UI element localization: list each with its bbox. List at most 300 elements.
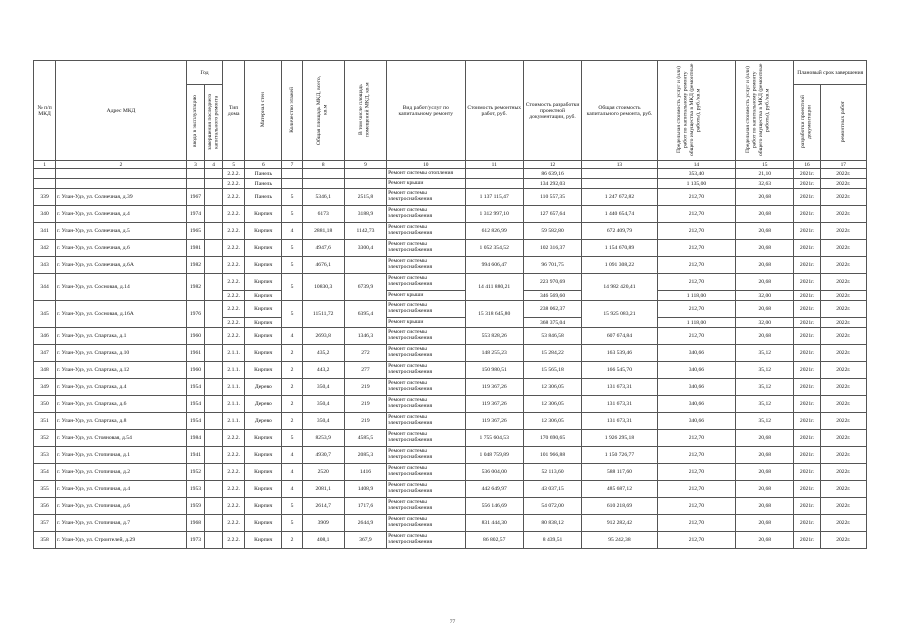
house-type-cell: 2.2.2. (223, 447, 245, 464)
row-num-cell: 344 (34, 274, 56, 301)
wall-cell: Дерево (245, 413, 282, 430)
year-built-cell: 1941 (186, 447, 204, 464)
limit-design-cell: 340,66 (657, 396, 735, 413)
year-built-cell: 1968 (186, 515, 204, 532)
year-built-cell: 1954 (186, 379, 204, 396)
wall-cell: Дерево (245, 379, 282, 396)
floors-cell: 4 (282, 481, 302, 498)
year-built-cell: 1959 (186, 498, 204, 515)
area-cell: 4930,7 (302, 447, 344, 464)
column-number-row (34, 161, 867, 169)
empty-cell (465, 179, 523, 189)
living-area-cell: 6739,9 (344, 274, 386, 301)
work-cell: Ремонт системы электроснабжения (387, 257, 465, 274)
total-cost-cell: 607 674,84 (582, 328, 657, 345)
empty-cell (205, 481, 223, 498)
wall-cell: Кирпич (245, 515, 282, 532)
house-type-cell: 2.2.2. (223, 301, 245, 318)
limit-repair-cell: 32,63 (736, 179, 794, 189)
term-design-cell: 2021г. (794, 179, 820, 189)
address-cell: г. Улан-Удэ, ул. Солнечная, д.4 (56, 206, 187, 223)
row-num-cell: 343 (34, 257, 56, 274)
year-built-cell: 1961 (186, 345, 204, 362)
area-cell: 2693,8 (302, 328, 344, 345)
design-cost-cell: 12 306,05 (523, 396, 581, 413)
limit-design-cell: 340,66 (657, 345, 735, 362)
living-area-cell: 2515,8 (344, 189, 386, 206)
column-number: 4 (205, 161, 223, 169)
table-row (34, 481, 867, 498)
year-built-cell: 1952 (186, 464, 204, 481)
wall-cell: Кирпич (245, 206, 282, 223)
design-cost-cell: 368 375,04 (523, 318, 581, 328)
col-limit-repair-header: Предельная стоимость услуг и (или) работ по капитальному ремонту общего имущества в МКД (ремонтные работы), руб./кв.м (736, 61, 794, 161)
limit-design-cell: 212,70 (657, 240, 735, 257)
term-design-cell: 2021г. (794, 318, 820, 328)
wall-cell: Кирпич (245, 318, 282, 328)
term-repair-cell: 2022г. (820, 362, 866, 379)
work-cell: Ремонт системы электроснабжения (387, 464, 465, 481)
limit-repair-cell: 35,12 (736, 413, 794, 430)
total-cost-cell: 1 440 654,74 (582, 206, 657, 223)
table-row (34, 430, 867, 447)
empty-cell (205, 328, 223, 345)
house-type-cell: 2.2.2. (223, 169, 245, 179)
col-term-group-header: Плановый срок завершения (794, 61, 867, 85)
col-cost-design-header: Стоимость разработки проектной документации, руб. (523, 61, 581, 161)
term-repair-cell: 2022г. (820, 274, 866, 291)
area-cell: 5346,1 (302, 189, 344, 206)
work-cell: Ремонт системы электроснабжения (387, 189, 465, 206)
empty-cell (205, 301, 223, 328)
work-cell: Ремонт системы электроснабжения (387, 301, 465, 318)
term-repair-cell: 2022г. (820, 169, 866, 179)
table-row (34, 447, 867, 464)
column-number: 12 (523, 161, 581, 169)
living-area-cell: 2085,3 (344, 447, 386, 464)
work-cell: Ремонт системы электроснабжения (387, 328, 465, 345)
table-row (34, 345, 867, 362)
work-cell: Ремонт системы электроснабжения (387, 481, 465, 498)
col-floors-header: Количество этажей (282, 61, 302, 161)
address-cell: г. Улан-Удэ, ул. Спартака, д.6 (56, 396, 187, 413)
row-num-cell: 355 (34, 481, 56, 498)
limit-design-cell: 1 118,00 (657, 318, 735, 328)
house-type-cell: 2.2.2. (223, 498, 245, 515)
term-design-cell: 2021г. (794, 345, 820, 362)
repair-cost-cell: 86 802,57 (465, 532, 523, 549)
work-cell: Ремонт системы электроснабжения (387, 206, 465, 223)
design-cost-cell: 86 639,16 (523, 169, 581, 179)
empty-cell (205, 498, 223, 515)
design-cost-cell: 15 565,18 (523, 362, 581, 379)
term-design-cell: 2021г. (794, 189, 820, 206)
empty-cell (205, 345, 223, 362)
design-cost-cell: 15 284,22 (523, 345, 581, 362)
year-built-cell: 1984 (186, 430, 204, 447)
term-repair-cell: 2022г. (820, 481, 866, 498)
empty-cell (205, 379, 223, 396)
limit-design-cell: 212,70 (657, 189, 735, 206)
house-type-cell: 2.2.2. (223, 206, 245, 223)
wall-cell: Кирпич (245, 274, 282, 291)
limit-repair-cell: 32,00 (736, 291, 794, 301)
repair-cost-cell: 831 444,30 (465, 515, 523, 532)
design-cost-cell: 102 316,37 (523, 240, 581, 257)
wall-cell: Кирпич (245, 328, 282, 345)
term-design-cell: 2021г. (794, 515, 820, 532)
table-row (34, 257, 867, 274)
house-type-cell: 2.1.1. (223, 413, 245, 430)
design-cost-cell: 346 569,60 (523, 291, 581, 301)
term-design-cell: 2021г. (794, 481, 820, 498)
table-row (34, 515, 867, 532)
repair-cost-cell: 119 367,26 (465, 379, 523, 396)
limit-repair-cell: 20,68 (736, 481, 794, 498)
col-wall-header: Материал стен (245, 61, 282, 161)
row-num-cell: 353 (34, 447, 56, 464)
design-cost-cell: 80 838,12 (523, 515, 581, 532)
row-num-cell: 340 (34, 206, 56, 223)
area-cell: 350,4 (302, 379, 344, 396)
term-repair-cell: 2022г. (820, 291, 866, 301)
repair-cost-cell: 15 318 645,80 (465, 301, 523, 328)
house-type-cell: 2.2.2. (223, 532, 245, 549)
limit-design-cell: 212,70 (657, 532, 735, 549)
floors-cell: 4 (282, 464, 302, 481)
empty-cell (282, 179, 302, 189)
house-type-cell: 2.2.2. (223, 189, 245, 206)
area-cell: 4676,1 (302, 257, 344, 274)
year-built-cell: 1960 (186, 362, 204, 379)
row-num-cell: 349 (34, 379, 56, 396)
table-row (34, 240, 867, 257)
limit-design-cell: 212,70 (657, 301, 735, 318)
house-type-cell: 2.1.1. (223, 396, 245, 413)
wall-cell: Кирпич (245, 430, 282, 447)
limit-repair-cell: 20,68 (736, 189, 794, 206)
repair-cost-cell: 1 312 997,10 (465, 206, 523, 223)
floors-cell: 2 (282, 532, 302, 549)
floors-cell: 5 (282, 430, 302, 447)
address-cell: г. Улан-Удэ, ул. Спартака, д.4 (56, 379, 187, 396)
col-living-header: В том числе площадь помещений МКД, кв.м (344, 61, 386, 161)
term-repair-cell: 2022г. (820, 206, 866, 223)
empty-cell (205, 362, 223, 379)
address-cell: г. Улан-Удэ, ул. Стопичная, д.2 (56, 464, 187, 481)
work-cell: Ремонт системы электроснабжения (387, 379, 465, 396)
floors-cell: 5 (282, 189, 302, 206)
limit-repair-cell: 21,10 (736, 169, 794, 179)
column-number: 2 (56, 161, 187, 169)
total-cost-cell: 166 545,70 (582, 362, 657, 379)
limit-repair-cell: 20,68 (736, 240, 794, 257)
living-area-cell: 6395,4 (344, 301, 386, 328)
term-design-cell: 2021г. (794, 206, 820, 223)
repair-cost-cell: 1 048 759,89 (465, 447, 523, 464)
term-design-cell: 2021г. (794, 498, 820, 515)
year-built-cell: 1960 (186, 328, 204, 345)
total-cost-cell: 14 982 420,41 (582, 274, 657, 301)
wall-cell: Кирпич (245, 291, 282, 301)
total-cost-cell: 1 150 726,77 (582, 447, 657, 464)
empty-cell (205, 169, 223, 179)
area-cell: 3909 (302, 515, 344, 532)
total-cost-cell: 610 218,69 (582, 498, 657, 515)
floors-cell: 2 (282, 413, 302, 430)
document-table-wrapper (33, 60, 867, 549)
empty-cell (582, 169, 657, 179)
house-type-cell: 2.1.1. (223, 345, 245, 362)
row-num-cell: 354 (34, 464, 56, 481)
limit-design-cell: 212,70 (657, 206, 735, 223)
term-repair-cell: 2022г. (820, 464, 866, 481)
term-design-cell: 2021г. (794, 301, 820, 318)
design-cost-cell: 8 439,51 (523, 532, 581, 549)
limit-design-cell: 212,70 (657, 515, 735, 532)
repair-cost-cell: 1 755 604,53 (465, 430, 523, 447)
work-cell: Ремонт системы электроснабжения (387, 223, 465, 240)
col-year-repair-header: завершения последнего капитального ремонта (205, 85, 223, 161)
address-cell: г. Улан-Удэ, ул. Солнечная, д.5 (56, 223, 187, 240)
living-area-cell: 219 (344, 413, 386, 430)
design-cost-cell: 134 292,03 (523, 179, 581, 189)
year-built-cell: 1953 (186, 481, 204, 498)
table-row (34, 189, 867, 206)
empty-cell (56, 169, 187, 179)
living-area-cell: 1346,3 (344, 328, 386, 345)
row-num-cell: 347 (34, 345, 56, 362)
column-number: 1 (34, 161, 56, 169)
area-cell: 408,1 (302, 532, 344, 549)
empty-cell (186, 179, 204, 189)
design-cost-cell: 101 966,88 (523, 447, 581, 464)
living-area-cell: 272 (344, 345, 386, 362)
table-row (34, 396, 867, 413)
limit-repair-cell: 20,68 (736, 206, 794, 223)
house-type-cell: 2.2.2. (223, 274, 245, 291)
column-number: 16 (794, 161, 820, 169)
design-cost-cell: 59 582,80 (523, 223, 581, 240)
term-design-cell: 2021г. (794, 396, 820, 413)
limit-design-cell: 212,70 (657, 223, 735, 240)
empty-cell (205, 464, 223, 481)
row-num-cell: 351 (34, 413, 56, 430)
term-repair-cell: 2022г. (820, 328, 866, 345)
term-design-cell: 2021г. (794, 532, 820, 549)
total-cost-cell: 131 673,31 (582, 413, 657, 430)
house-type-cell: 2.2.2. (223, 257, 245, 274)
living-area-cell: 219 (344, 379, 386, 396)
term-design-cell: 2021г. (794, 328, 820, 345)
wall-cell: Кирпич (245, 362, 282, 379)
living-area-cell: 1142,73 (344, 223, 386, 240)
work-cell: Ремонт крыши (387, 291, 465, 301)
work-cell: Ремонт системы отопления (387, 169, 465, 179)
term-design-cell: 2021г. (794, 413, 820, 430)
wall-cell: Панель (245, 189, 282, 206)
column-number: 17 (820, 161, 866, 169)
column-number: 9 (344, 161, 386, 169)
limit-design-cell: 212,70 (657, 328, 735, 345)
empty-cell (205, 396, 223, 413)
year-built-cell: 1982 (186, 274, 204, 301)
living-area-cell: 4585,5 (344, 430, 386, 447)
design-cost-cell: 43 037,15 (523, 481, 581, 498)
row-num-cell: 348 (34, 362, 56, 379)
work-cell: Ремонт системы электроснабжения (387, 515, 465, 532)
wall-cell: Кирпич (245, 447, 282, 464)
wall-cell: Дерево (245, 396, 282, 413)
term-design-cell: 2021г. (794, 362, 820, 379)
empty-cell (205, 240, 223, 257)
year-built-cell: 1976 (186, 301, 204, 328)
term-repair-cell: 2022г. (820, 396, 866, 413)
col-year-group-header: Год (186, 61, 222, 85)
empty-cell (302, 169, 344, 179)
column-number: 11 (465, 161, 523, 169)
column-number: 5 (223, 161, 245, 169)
empty-cell (205, 223, 223, 240)
area-cell: 435,2 (302, 345, 344, 362)
empty-cell (205, 447, 223, 464)
limit-repair-cell: 20,68 (736, 515, 794, 532)
row-num-cell: 352 (34, 430, 56, 447)
table-row (34, 464, 867, 481)
limit-design-cell: 212,70 (657, 430, 735, 447)
col-limit-design-header: Предельная стоимость услуг и (или) работ по капитальному ремонту общего имущества в МКД (ремонтные работы), руб./кв.м (657, 61, 735, 161)
limit-repair-cell: 20,68 (736, 223, 794, 240)
empty-cell (205, 179, 223, 189)
wall-cell: Кирпич (245, 532, 282, 549)
house-type-cell: 2.2.2. (223, 328, 245, 345)
floors-cell: 4 (282, 447, 302, 464)
limit-repair-cell: 35,12 (736, 379, 794, 396)
term-design-cell: 2021г. (794, 240, 820, 257)
empty-cell (205, 532, 223, 549)
design-cost-cell: 52 113,60 (523, 464, 581, 481)
address-cell: г. Улан-Удэ, ул. Спартака, д.12 (56, 362, 187, 379)
year-built-cell: 1967 (186, 189, 204, 206)
limit-design-cell: 340,66 (657, 362, 735, 379)
area-cell: 2081,1 (302, 481, 344, 498)
limit-repair-cell: 20,68 (736, 274, 794, 291)
design-cost-cell: 12 306,05 (523, 379, 581, 396)
wall-cell: Кирпич (245, 498, 282, 515)
table-row (34, 498, 867, 515)
term-repair-cell: 2022г. (820, 447, 866, 464)
col-address-header: Адрес МКД (56, 61, 187, 161)
address-cell: г. Улан-Удэ, ул. Сосновая, д.14 (56, 274, 187, 301)
address-cell: г. Улан-Удэ, ул. Спартака, д.1 (56, 328, 187, 345)
empty-cell (205, 274, 223, 301)
address-cell: г. Улан-Удэ, ул. Стопичная, д.6 (56, 498, 187, 515)
repair-cost-cell: 119 367,26 (465, 413, 523, 430)
address-cell: г. Улан-Удэ, ул. Солнечная, д.6А (56, 257, 187, 274)
floors-cell: 5 (282, 274, 302, 301)
living-area-cell: 3188,9 (344, 206, 386, 223)
house-type-cell: 2.2.2. (223, 318, 245, 328)
term-design-cell: 2021г. (794, 257, 820, 274)
row-num-cell: 356 (34, 498, 56, 515)
column-number: 7 (282, 161, 302, 169)
design-cost-cell: 54 072,00 (523, 498, 581, 515)
floors-cell: 5 (282, 515, 302, 532)
work-cell: Ремонт системы электроснабжения (387, 498, 465, 515)
house-type-cell: 2.2.2. (223, 179, 245, 189)
limit-repair-cell: 32,00 (736, 318, 794, 328)
table-row (34, 301, 867, 318)
floors-cell: 2 (282, 362, 302, 379)
empty-cell (205, 206, 223, 223)
repair-cost-cell: 14 411 880,21 (465, 274, 523, 301)
house-type-cell: 2.2.2. (223, 223, 245, 240)
column-number: 3 (186, 161, 204, 169)
limit-design-cell: 1 118,00 (657, 291, 735, 301)
empty-cell (205, 189, 223, 206)
limit-repair-cell: 20,68 (736, 464, 794, 481)
column-number: 10 (387, 161, 465, 169)
house-type-cell: 2.1.1. (223, 362, 245, 379)
limit-design-cell: 212,70 (657, 447, 735, 464)
area-cell: 350,4 (302, 413, 344, 430)
living-area-cell (344, 257, 386, 274)
limit-repair-cell: 35,12 (736, 396, 794, 413)
living-area-cell: 1408,9 (344, 481, 386, 498)
table-row (34, 328, 867, 345)
floors-cell: 4 (282, 328, 302, 345)
wall-cell: Кирпич (245, 345, 282, 362)
wall-cell: Кирпич (245, 464, 282, 481)
wall-cell: Кирпич (245, 481, 282, 498)
area-cell: 11511,72 (302, 301, 344, 328)
floors-cell: 5 (282, 257, 302, 274)
total-cost-cell: 163 539,46 (582, 345, 657, 362)
empty-cell (344, 179, 386, 189)
col-year-built-header: ввода в эксплуатацию (186, 85, 204, 161)
floors-cell: 2 (282, 396, 302, 413)
work-cell: Ремонт системы электроснабжения (387, 274, 465, 291)
table-row (34, 274, 867, 291)
address-cell: г. Улан-Удэ, ул. Сосновая, д.16А (56, 301, 187, 328)
empty-cell (282, 169, 302, 179)
floors-cell: 2 (282, 379, 302, 396)
limit-design-cell: 212,70 (657, 464, 735, 481)
term-repair-cell: 2022г. (820, 498, 866, 515)
year-built-cell: 1965 (186, 223, 204, 240)
year-built-cell: 1974 (186, 206, 204, 223)
term-design-cell: 2021г. (794, 379, 820, 396)
floors-cell: 5 (282, 240, 302, 257)
area-cell: 2881,18 (302, 223, 344, 240)
living-area-cell: 367,9 (344, 532, 386, 549)
table-row (34, 179, 867, 189)
term-repair-cell: 2022г. (820, 532, 866, 549)
repair-cost-cell: 994 606,47 (465, 257, 523, 274)
work-cell: Ремонт системы электроснабжения (387, 345, 465, 362)
column-number: 14 (657, 161, 735, 169)
limit-repair-cell: 20,68 (736, 430, 794, 447)
table-row (34, 532, 867, 549)
work-cell: Ремонт системы электроснабжения (387, 413, 465, 430)
total-cost-cell: 131 673,31 (582, 396, 657, 413)
area-cell: 2614,7 (302, 498, 344, 515)
living-area-cell: 2644,9 (344, 515, 386, 532)
address-cell: г. Улан-Удэ, ул. Стопичная, д.4 (56, 481, 187, 498)
empty-cell (186, 169, 204, 179)
year-built-cell: 1973 (186, 532, 204, 549)
work-cell: Ремонт системы электроснабжения (387, 430, 465, 447)
